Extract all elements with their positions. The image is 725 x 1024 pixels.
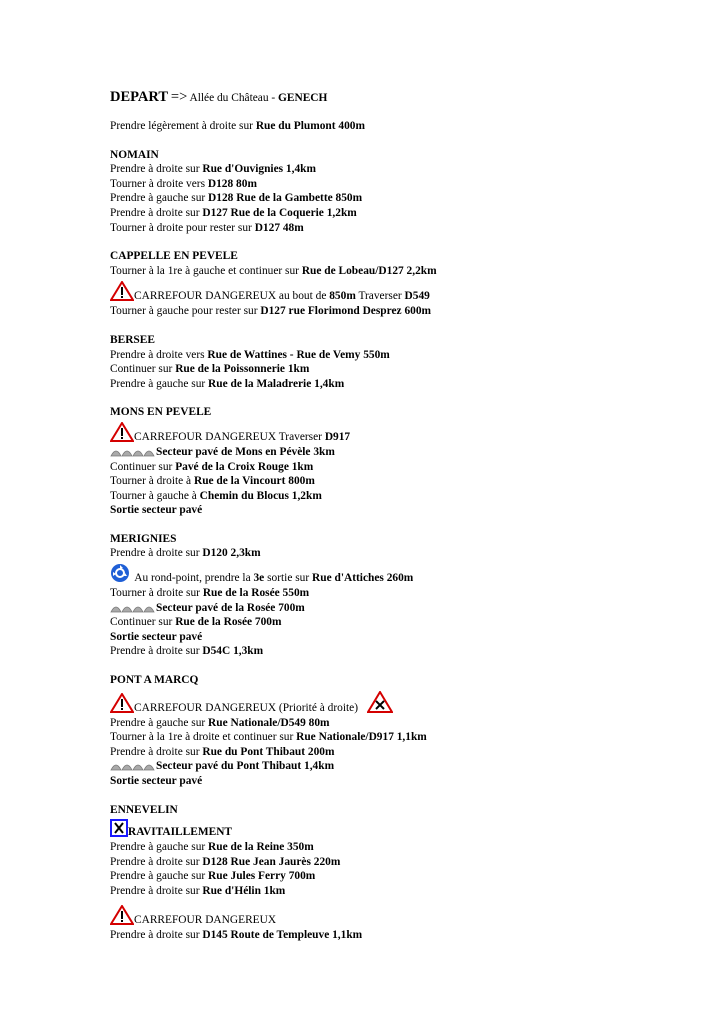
instruction: Prendre à gauche sur Rue Nationale/D549 80m [110,716,330,729]
refreshment-icon [110,819,128,837]
priority-right-triangle-icon [367,691,393,713]
town-heading: NOMAIN [110,148,159,161]
instruction: Prendre à droite sur D128 Rue Jean Jaurès 220m [110,855,341,868]
instruction: Prendre à droite vers Rue de Wattines - Rue de Vemy 550m [110,348,390,361]
town-heading: ENNEVELIN [110,803,178,816]
town-heading: CAPPELLE EN PEVELE [110,250,238,263]
instruction: Prendre à droite sur D127 Rue de la Coquerie 1,2km [110,206,357,219]
town-heading: MERIGNIES [110,532,177,545]
depart-arrow: => [170,89,188,105]
instruction: Tourner à droite sur Rue de la Rosée 550m [110,587,310,600]
warning-triangle-icon [110,693,134,713]
instruction: Prendre à droite sur Rue d'Hélin 1km [110,884,286,897]
cobble-sector: Secteur pavé de Mons en Pévèle 3km [110,445,700,460]
instruction: Tourner à la 1re à gauche et continuer sur Rue de Lobeau/D127 2,2km [110,264,437,277]
instruction: Prendre à droite sur Rue du Pont Thibaut 200m [110,745,335,758]
instruction: Tourner à gauche pour rester sur D127 rue Florimond Desprez 600m [110,305,432,318]
depart-label: DEPART [110,89,169,105]
cobblestone-icon [110,601,156,613]
instruction: Prendre à droite sur Rue d'Ouvignies 1,4km [110,163,316,176]
instruction: Tourner à la 1re à droite et continuer sur Rue Nationale/D917 1,1km [110,731,427,744]
cobble-sector: Secteur pavé de la Rosée 700m [110,601,700,616]
sector-exit: Sortie secteur pavé [110,630,203,643]
depart-street: Allée du Château - [187,92,279,104]
sector-exit: Sortie secteur pavé [110,775,203,787]
danger-note: CARREFOUR DANGEREUX Traverser D917 [110,422,700,445]
instruction: Tourner à gauche à Chemin du Blocus 1,2km [110,489,322,502]
instruction: Tourner à droite pour rester sur D127 48m [110,221,304,234]
town-heading: PONT A MARCQ [110,674,199,687]
instruction: Prendre à gauche sur Rue de la Reine 350m [110,841,314,854]
cobblestone-icon [110,759,156,771]
instruction: Continuer sur Rue de la Poissonnerie 1km [110,363,310,376]
instruction: Prendre légèrement à droite sur Rue du Plumont 400m [110,120,365,132]
instruction: Continuer sur Pavé de la Croix Rouge 1km [110,460,314,473]
danger-note: CARREFOUR DANGEREUX [110,905,700,928]
instruction: Tourner à droite à Rue de la Vincourt 800m [110,475,315,488]
town-heading: MONS EN PEVELE [110,406,212,419]
instruction: Prendre à droite sur D145 Route de Templeuve 1,1km [110,928,363,941]
depart-line [110,88,700,107]
warning-triangle-icon [110,905,134,925]
instruction: Prendre à gauche sur D128 Rue de la Gambette 850m [110,192,363,205]
route-document [110,88,700,942]
instruction: Prendre à gauche sur Rue de la Maladrerie 1,4km [110,377,345,390]
cobble-sector: Secteur pavé du Pont Thibaut 1,4km [110,759,700,774]
instruction: Tourner à droite vers D128 80m [110,177,257,190]
instruction: Prendre à gauche sur Rue Jules Ferry 700m [110,870,316,883]
roundabout-icon [110,563,132,583]
depart-town: GENECH [278,92,328,104]
sector-exit: Sortie secteur pavé [110,504,203,517]
danger-note: CARREFOUR DANGEREUX (Priorité à droite) [110,691,700,716]
warning-triangle-icon [110,422,134,442]
instruction: Prendre à droite sur D54C 1,3km [110,645,264,658]
roundabout-note: Au rond-point, prendre la 3e sortie sur Rue d'Attiches 260m [110,563,700,586]
warning-triangle-icon [110,281,134,301]
cobblestone-icon [110,445,156,457]
instruction: Continuer sur Rue de la Rosée 700m [110,616,282,629]
danger-note: CARREFOUR DANGEREUX au bout de 850m Traverser D549 [110,281,700,304]
town-heading: BERSEE [110,333,155,346]
refreshment-note: RAVITAILLEMENT [110,819,700,840]
instruction: Prendre à droite sur D120 2,3km [110,547,261,560]
